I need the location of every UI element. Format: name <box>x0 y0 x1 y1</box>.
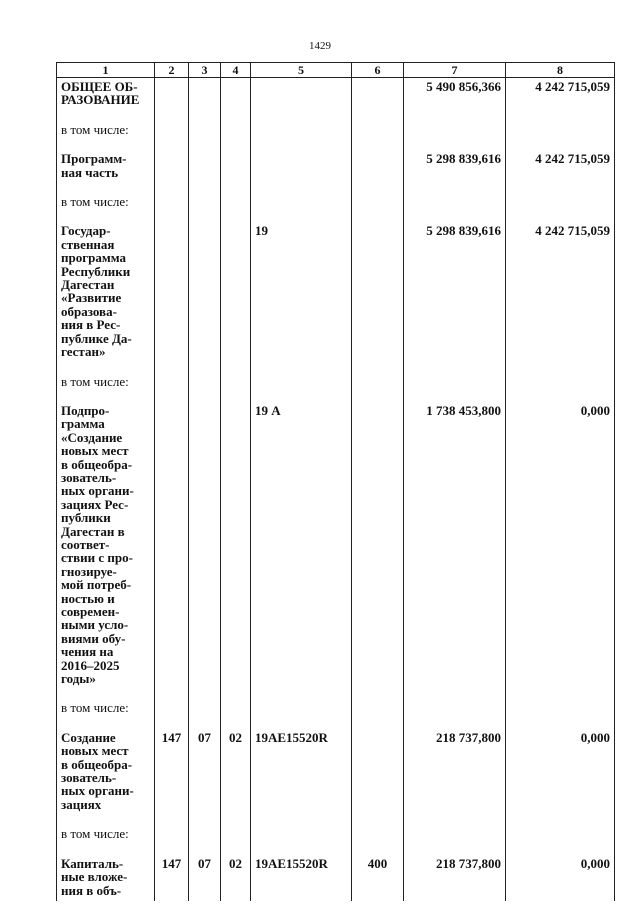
table-row <box>57 402 615 690</box>
subheading-row <box>57 815 615 854</box>
col-7-value: 218 737,800 <box>404 855 506 901</box>
header-row <box>57 63 615 78</box>
subheading-row <box>57 183 615 222</box>
header-cell: 6 <box>352 63 404 78</box>
header-cell: 2 <box>155 63 189 78</box>
subheading-label: в том числе: <box>57 363 155 402</box>
col-6-value <box>352 78 404 111</box>
col-4-value <box>221 222 251 362</box>
header-cell: 3 <box>189 63 221 78</box>
col-8-value: 4 242 715,059 <box>506 78 615 111</box>
col-7-value: 1 738 453,800 <box>404 402 506 690</box>
col-7-value: 218 737,800 <box>404 729 506 815</box>
item-name: Государ- ственная программа Республики Дагестан «Развитие образова- ния в Рес- публике Да- гестан» <box>57 222 155 362</box>
budget-table <box>56 62 615 901</box>
table-row <box>57 222 615 362</box>
table-row <box>57 78 615 111</box>
col-6-value <box>352 222 404 362</box>
table-row <box>57 855 615 901</box>
col-7-value: 5 298 839,616 <box>404 150 506 183</box>
header-cell: 4 <box>221 63 251 78</box>
col-2-value <box>155 222 189 362</box>
table-row <box>57 729 615 815</box>
col-8-value: 0,000 <box>506 729 615 815</box>
header-cell: 7 <box>404 63 506 78</box>
item-name: Создание новых мест в общеобра- зователь- ных органи- зациях <box>57 729 155 815</box>
item-name: Программ- ная часть <box>57 150 155 183</box>
col-4-value <box>221 150 251 183</box>
col-4-value <box>221 402 251 690</box>
col-3-value <box>189 78 221 111</box>
page-number: 1429 <box>309 40 331 52</box>
col-5-value <box>251 150 352 183</box>
col-8-value: 4 242 715,059 <box>506 150 615 183</box>
col-2-value <box>155 402 189 690</box>
item-name: Подпро- грамма «Создание новых мест в общеобра- зователь- ных органи- зациях Рес- публики Дагестан в соответ- ствии с про- гнозируе- мой потреб- ностью и современ- ными усло- виями обу- чения на 2016–2025 годы» <box>57 402 155 690</box>
col-5-value: 19АЕ15520R <box>251 855 352 901</box>
subheading-row <box>57 689 615 728</box>
col-6-value <box>352 402 404 690</box>
col-3-value <box>189 222 221 362</box>
col-6-value: 400 <box>352 855 404 901</box>
col-7-value: 5 490 856,366 <box>404 78 506 111</box>
col-6-value <box>352 150 404 183</box>
col-5-value: 19 <box>251 222 352 362</box>
subheading-label: в том числе: <box>57 111 155 150</box>
col-2-value <box>155 150 189 183</box>
col-8-value: 4 242 715,059 <box>506 222 615 362</box>
subheading-row <box>57 111 615 150</box>
col-2-value <box>155 78 189 111</box>
col-4-value: 02 <box>221 855 251 901</box>
item-name: Капиталь- ные вложе- ния в объ- <box>57 855 155 901</box>
col-2-value: 147 <box>155 855 189 901</box>
col-3-value <box>189 402 221 690</box>
col-5-value: 19 А <box>251 402 352 690</box>
subheading-label: в том числе: <box>57 183 155 222</box>
subheading-label: в том числе: <box>57 689 155 728</box>
header-cell: 5 <box>251 63 352 78</box>
col-3-value: 07 <box>189 855 221 901</box>
col-5-value: 19АЕ15520R <box>251 729 352 815</box>
subheading-row <box>57 363 615 402</box>
col-2-value: 147 <box>155 729 189 815</box>
col-3-value: 07 <box>189 729 221 815</box>
col-6-value <box>352 729 404 815</box>
header-cell: 8 <box>506 63 615 78</box>
col-4-value: 02 <box>221 729 251 815</box>
header-cell: 1 <box>57 63 155 78</box>
item-name: ОБЩЕЕ ОБ- РАЗОВАНИЕ <box>57 78 155 111</box>
col-7-value: 5 298 839,616 <box>404 222 506 362</box>
subheading-label: в том числе: <box>57 815 155 854</box>
col-8-value: 0,000 <box>506 855 615 901</box>
col-8-value: 0,000 <box>506 402 615 690</box>
col-4-value <box>221 78 251 111</box>
col-3-value <box>189 150 221 183</box>
table-row <box>57 150 615 183</box>
col-5-value <box>251 78 352 111</box>
